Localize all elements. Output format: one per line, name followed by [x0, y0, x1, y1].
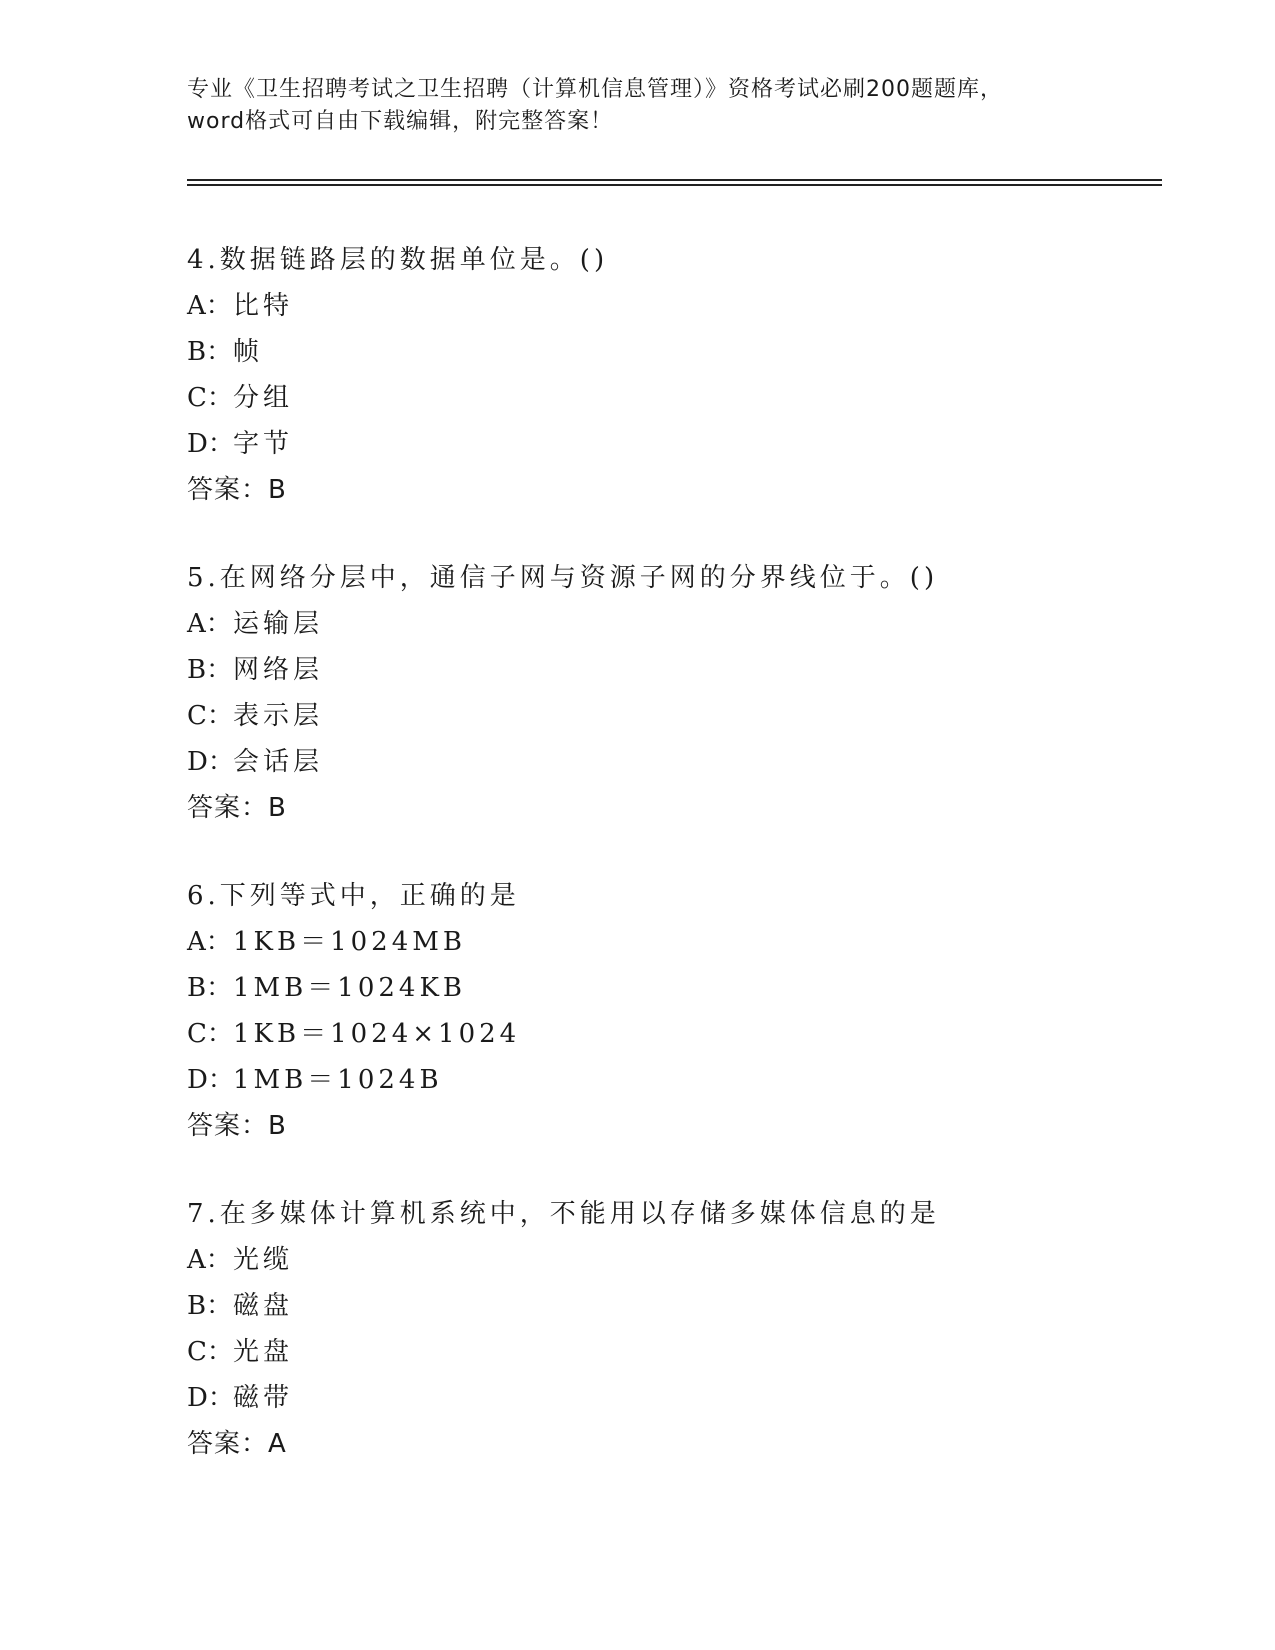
option-letter: B：: [187, 337, 233, 367]
option-letter: B：: [187, 1291, 233, 1321]
option-text: 帧: [233, 337, 264, 367]
question-text: 7.在多媒体计算机系统中，不能用以存储多媒体信息的是: [187, 1199, 940, 1229]
option-d: [187, 1375, 1162, 1421]
option-b: [187, 647, 1162, 693]
question-text: 5.在网络分层中，通信子网与资源子网的分界线位于。(): [187, 563, 939, 593]
option-c: [187, 1011, 1162, 1057]
option-c: [187, 693, 1162, 739]
option-b: [187, 965, 1162, 1011]
option-letter: D：: [187, 1383, 234, 1413]
option-a: [187, 919, 1162, 965]
option-a: [187, 601, 1162, 647]
question-text: 6.下列等式中，正确的是: [187, 881, 520, 911]
option-text: 运输层: [233, 609, 324, 639]
option-letter: A：: [187, 291, 232, 321]
option-letter: C：: [187, 1019, 233, 1049]
option-d: [187, 421, 1162, 467]
option-letter: D：: [187, 429, 234, 459]
option-b: [187, 1283, 1162, 1329]
question-6: [187, 873, 1162, 1149]
option-letter: A：: [187, 1245, 232, 1275]
answer-line: 答案：A: [187, 1429, 287, 1459]
option-letter: B：: [187, 973, 233, 1003]
header-title-line-2: word格式可自由下载编辑，附完整答案！: [187, 109, 614, 134]
option-text: 光盘: [233, 1337, 294, 1367]
answer-line: 答案：B: [187, 793, 287, 823]
option-text: 网络层: [233, 655, 324, 685]
option-letter: C：: [187, 701, 233, 731]
option-text: 1KB＝1024MB: [233, 927, 466, 957]
question-text: 4.数据链路层的数据单位是。(): [187, 245, 609, 275]
question-5: [187, 555, 1162, 831]
header-divider-top: [187, 179, 1162, 181]
option-letter: D：: [187, 1065, 234, 1095]
option-c: [187, 1329, 1162, 1375]
option-text: 磁盘: [233, 1291, 294, 1321]
option-text: 1MB＝1024KB: [233, 973, 466, 1003]
option-c: [187, 375, 1162, 421]
option-a: [187, 283, 1162, 329]
option-letter: A：: [187, 609, 232, 639]
option-d: [187, 739, 1162, 785]
option-letter: C：: [187, 383, 233, 413]
option-text: 分组: [233, 383, 294, 413]
option-letter: B：: [187, 655, 233, 685]
option-letter: D：: [187, 747, 234, 777]
header-title-line-1: 专业《卫生招聘考试之卫生招聘（计算机信息管理）》资格考试必刷200题题库，: [187, 77, 1003, 102]
question-4: [187, 237, 1162, 513]
option-b: [187, 329, 1162, 375]
option-d: [187, 1057, 1162, 1103]
document-header: [187, 74, 1087, 138]
option-text: 字节: [233, 429, 294, 459]
option-a: [187, 1237, 1162, 1283]
option-text: 比特: [233, 291, 294, 321]
question-7: [187, 1191, 1162, 1467]
answer-line: 答案：B: [187, 475, 287, 505]
option-text: 1KB＝1024×1024: [233, 1019, 521, 1049]
header-divider-bottom: [187, 184, 1162, 186]
option-letter: C：: [187, 1337, 233, 1367]
option-text: 磁带: [233, 1383, 294, 1413]
answer-line: 答案：B: [187, 1111, 287, 1141]
option-letter: A：: [187, 927, 232, 957]
option-text: 1MB＝1024B: [233, 1065, 443, 1095]
question-list: [187, 237, 1162, 1509]
option-text: 光缆: [233, 1245, 294, 1275]
option-text: 会话层: [233, 747, 324, 777]
option-text: 表示层: [233, 701, 324, 731]
